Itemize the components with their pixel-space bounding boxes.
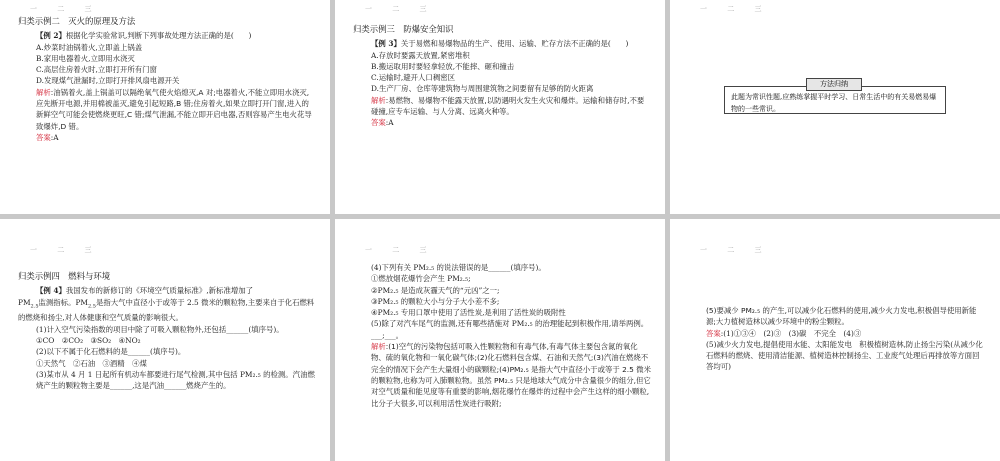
option-b: B.搬运取用时要轻拿轻放,不能摔、砸和撞击	[371, 61, 515, 71]
answer	[688, 328, 986, 339]
example-tag: 【例 3】	[371, 39, 401, 49]
sub-question-4: (4)下列有关 PM₂.₅ 的说法错误的是______(填序号)。	[371, 263, 546, 272]
option-4: ④PM₂.₅ 专用口罩中使用了活性炭,是利用了活性炭的吸附性	[371, 308, 566, 318]
slide-nav: 一 二 三	[30, 246, 101, 254]
option-1: ①燃放烟花爆竹会产生 PM₂.₅;	[371, 274, 471, 284]
explanation-label: 解析	[371, 342, 386, 352]
slide-nav: 一 二 三	[30, 5, 101, 13]
explanation-continued: (5)要减少 PM₂.₅ 的产生,可以减少化石燃料的使用,减少火力发电,积极倡导使用新能源;大力植树造林以减少环境中的粉尘颗粒。	[706, 306, 977, 327]
slide-content	[353, 262, 651, 409]
slide-example-4-continued	[335, 219, 665, 461]
sub-question-1-options: ①CO ②CO₂ ③SO₂ ④NO₂	[36, 335, 141, 345]
question-text-3: 是指大气中直径小于或等于 2.5 微米的颗粒物,主要来自于化石燃料的燃烧和扬尘,对人体健康和空气质量的影响很大。	[18, 297, 315, 323]
option-d: D.发现煤气泄漏时,立即打开排风扇电源开关	[36, 76, 180, 86]
answer-part-5: (5)减少火力发电,提倡使用水能、太阳能发电 积极植树造林,防止扬尘污染(从减少化石燃料的燃烧、使用清洁能源、植树造林控制扬尘、工业废气处理后再排放等方面回答均可)	[706, 339, 983, 372]
explanation-text: :油锅着火,盖上锅盖可以隔绝氧气使火焰熄灭,A 对;电器着火,不能立即用水浇灭,应先断开电源,并用棉被盖灭,避免引起短路,B 错;住房着火,如果立即打开门窗,进入的新鲜空气可能会使燃烧更旺,C 错;煤气泄漏,不能立即开启电器,否则容易产生电火花导致爆炸,D 错。	[36, 87, 312, 131]
option-a: A.炒菜时油锅着火,立即盖上锅盖	[36, 42, 143, 52]
answer-label: 答案	[36, 132, 51, 142]
sub-question-5: (5)除了对汽车尾气的监测,还有哪些措施对 PM₂.₅ 的治理能起到积极作用,请举两例。___;___。	[371, 319, 649, 340]
pm-sub: 2.5	[30, 303, 39, 310]
explanation-label: 解析	[36, 87, 51, 97]
explanation	[353, 341, 651, 409]
example-tag: 【例 2】	[36, 31, 66, 41]
sub-question-3: (3)某市从 4 月 1 日起所有机动车都要进行尾气检测,其中包括 PM₂.₅ 的检测。汽油燃烧产生的颗粒物主要是______,这是汽油______燃烧产生的。	[36, 369, 315, 391]
question-body	[18, 297, 316, 324]
question-text: 我国发布的新修订的《环境空气质量标准》,新标准增加了	[65, 286, 254, 296]
slide-content	[18, 271, 316, 391]
question-intro	[18, 285, 316, 296]
slide-example-3	[335, 0, 665, 214]
answer-text: :A	[50, 132, 59, 142]
answer	[18, 132, 316, 143]
option-3: ③PM₂.₅ 的颗粒大小与分子大小差不多;	[371, 296, 500, 306]
option-c: C.高层住房着火时,立即打开所有门窗	[36, 65, 157, 75]
answer-label: 答案	[371, 118, 386, 128]
answer-text: :A	[385, 118, 394, 128]
option-d: D.生产厂房、仓库等建筑物与周围建筑物之间要留有足够的防火距离	[371, 84, 594, 94]
question-text: 关于易燃和易爆物品的生产、使用、运输、贮存方法不正确的是( )	[400, 39, 629, 49]
option-b: B.家用电器着火,立即用水浇灭	[36, 53, 135, 63]
sub-question-1: (1)计入空气污染指数的项目中除了可吸入颗粒物外,还包括______(填序号)。	[36, 324, 284, 334]
section-title: 归类示例三 防爆安全知识	[353, 24, 454, 34]
option-a: A.存放时要露天放置,紧密堆积	[371, 50, 470, 60]
explanation	[18, 87, 316, 132]
slide-content	[353, 24, 651, 129]
explanation	[353, 95, 651, 118]
slide-nav: 一 二 三	[365, 246, 436, 254]
option-c: C.运输时,避开人口稠密区	[371, 73, 455, 83]
question-text-2: 监测指标。PM	[38, 297, 88, 307]
section-title: 归类示例四 燃料与环境	[18, 271, 111, 281]
sub-question-2-options: ①天然气 ②石油 ③酒精 ④煤	[36, 358, 147, 368]
slide-example-4	[0, 219, 330, 461]
slide-method-summary	[670, 0, 1000, 214]
answer-text: :(1)①③④ (2)③ (3)碳 不完全 (4)③	[720, 328, 862, 338]
answer-label: 答案	[706, 328, 721, 338]
method-badge: 方法归纳	[806, 78, 862, 91]
slide-nav: 一 二 三	[700, 5, 771, 13]
example-tag: 【例 4】	[36, 286, 66, 296]
explanation-text: :易燃物、易爆物不能露天放置,以防遇明火发生火灾和爆炸。运输和储存时,不要碰撞,应专车运输、与人分离、远离火种等。	[371, 95, 645, 117]
method-box: 此题为常识性题,应熟练掌握平时学习、日常生活中的有关易燃易爆物的一些常识。	[724, 86, 946, 114]
explanation-label: 解析	[371, 95, 386, 105]
question	[353, 38, 651, 49]
explanation-text: :(1)空气的污染物包括可吸入性颗粒物和有毒气体,有毒气体主要包含氮的氧化物、硫的氧化物和一氧化碳气体;(2)化石燃料包含煤、石油和天然气;(3)汽油在燃烧不完全的情况下会产生大量细小的碳颗粒;(4)PM₂.₅ 是指大气中直径小于或等于 2.5 微米的颗粒物,也称为可入肺颗粒物。虽然 PM₂.₅ 只是地球大气成分中含量很少的组分,但它对空气质量和能见度等有重要的影响,烟花爆竹在爆炸的过程中会产生这样的细小颗粒,比分子大很多,可以利用活性炭进行吸附;	[371, 342, 651, 408]
answer	[353, 117, 651, 128]
slide-example-2	[0, 0, 330, 214]
slide-answer	[670, 219, 1000, 461]
pm-sub: 2.5	[88, 303, 96, 310]
section-title: 归类示例二 灭火的原理及方法	[18, 16, 136, 26]
pm-label: PM	[18, 297, 31, 307]
question-text: 根据化学实验常识,判断下列事故处理方法正确的是( )	[65, 31, 252, 41]
slide-content	[688, 305, 986, 373]
slide-nav: 一 二 三	[700, 246, 771, 254]
slide-nav: 一 二 三	[365, 5, 436, 13]
sub-question-2: (2)以下不属于化石燃料的是______(填序号)。	[36, 347, 186, 357]
slide-content	[18, 16, 316, 143]
question	[18, 30, 316, 41]
option-2: ②PM₂.₅ 是造成灰霾天气的“元凶”之一;	[371, 285, 500, 295]
